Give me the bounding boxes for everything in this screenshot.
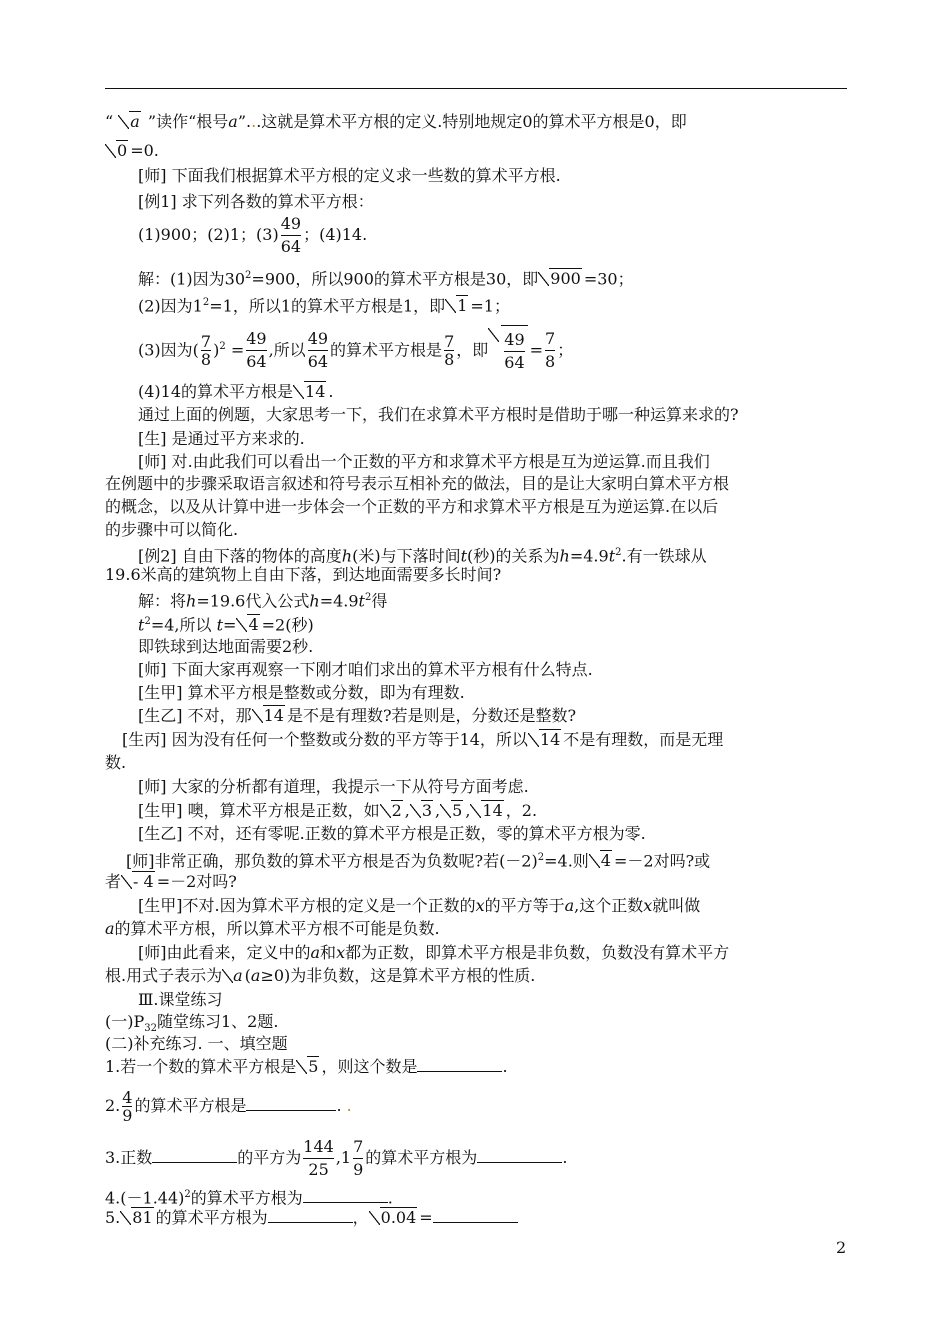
text-line: [例2] 自由下落的物体的高度h(米)与下落时间t(秒)的关系为$h=4.9t^2$.有一铁球从: [138, 546, 707, 566]
text-line: [生甲] 噢，算术平方根是正数，如 2 , 3 , 5 , 14 ，2.: [138, 801, 538, 820]
header-rule: [105, 88, 847, 89]
text-line: [师] 下面我们根据算术平方根的定义求一些数的算术平方根.: [138, 166, 561, 185]
text-line: 者 - 4 =－2对吗?: [105, 872, 237, 891]
text-line: [生甲] 算术平方根是整数或分数，即为有理数.: [138, 683, 465, 702]
answer-blank[interactable]: [246, 1110, 336, 1111]
exercise-item: 1.若一个数的算术平方根是 5 ，则这个数是 .: [105, 1057, 508, 1076]
text-line: [师] 大家的分析都有道理，我提示一下从符号方面考虑.: [138, 777, 529, 796]
text-line: [师]非常正确，那负数的算术平方根是否为负数呢?若$(-2)^2=4$.则 4 =－2对吗?或: [126, 851, 711, 871]
page-number: 2: [836, 1238, 847, 1257]
text-line: 的步骤中可以简化.: [105, 520, 239, 539]
text-line: [师]由此看来，定义中的a和x都为正数，即算术平方根是非负数，负数没有算术平方: [138, 943, 730, 962]
text-line: [生乙] 不对，还有零呢.正数的算术平方根是正数，零的算术平方根为零.: [138, 824, 646, 843]
text-line: 解：将h=19.6代入公式$h=4.9t^2$得: [138, 591, 388, 611]
text-line: 即铁球到达地面需要2秒.: [138, 637, 314, 656]
text-line: 0 =0.: [105, 141, 159, 161]
answer-blank[interactable]: [303, 1202, 388, 1203]
text-line: [师] 下面大家再观察一下刚才咱们求出的算术平方根有什么特点.: [138, 660, 593, 679]
text-line: 的概念，以及从计算中进一步体会一个正数的平方和求算术平方根是互为逆运算.在以后: [105, 497, 719, 516]
answer-blank[interactable]: [152, 1162, 237, 1163]
answer-blank[interactable]: [477, 1162, 562, 1163]
text-line: a的算术平方根，所以算术平方根不可能是负数.: [105, 919, 440, 938]
text-line: [生乙] 不对，那 14 是不是有理数?若是则是，分数还是整数?: [138, 706, 577, 725]
exercise-item: 5. 81 的算术平方根为 ， 0.04 =: [105, 1208, 518, 1228]
exercise-item: $4.(-1.44)^2$的算术平方根为 .: [105, 1188, 393, 1208]
text-line: “ a ”读作“根号a”...这就是算术平方根的定义.特别地规定0的算术平方根是0，即: [105, 112, 687, 131]
text-line: [生] 是通过平方来求的.: [138, 429, 305, 448]
text-line: (一)$P_{32}$随堂练习1、2题.: [105, 1012, 279, 1035]
text-line: (2)因为$1^2=1$，所以1的算术平方根是1，即 1 =1；: [138, 296, 510, 316]
exercise-item: 2. $\frac{4}{9}$ 的算术平方根是 . .: [105, 1088, 352, 1125]
text-line: 根.用式子表示为 a (a≥0)为非负数，这是算术平方根的性质.: [105, 966, 536, 985]
text-line: (1)900；(2)1；(3) $\frac{49}{64}$ ；(4)14.: [138, 214, 368, 256]
text-line: (二)补充练习. 一、填空题: [105, 1034, 288, 1053]
text-line: (4)14的算术平方根是 14 .: [138, 382, 334, 401]
text-line: 19.6米高的建筑物上自由下落，到达地面需要多长时间?: [105, 565, 502, 584]
text-line: 通过上面的例题，大家思考一下，我们在求算术平方根时是借助于哪一种运算来求的?: [138, 405, 739, 424]
answer-blank[interactable]: [268, 1222, 353, 1223]
text-line: [生丙] 因为没有任何一个整数或分数的平方等于14，所以 14 不是有理数，而是无理: [122, 730, 724, 749]
section-heading: Ⅲ.课堂练习: [138, 990, 223, 1009]
answer-blank[interactable]: [417, 1071, 502, 1072]
text-line: $t^2=4$,所以 t= 4 =2(秒): [138, 615, 314, 635]
answer-blank[interactable]: [433, 1222, 518, 1223]
text-line: [师] 对.由此我们可以看出一个正数的平方和求算术平方根是互为逆运算.而且我们: [138, 452, 710, 471]
text-line: [生甲]不对.因为算术平方根的定义是一个正数的x的平方等于a,这个正数x就叫做: [138, 896, 701, 915]
text-line: 数.: [105, 753, 127, 772]
text-line: (3)因为( $\frac{7}{8}$ )$^2$ = $\frac{49}{64}$ ,所以 $\frac{49}{64}$ 的算术平方根是 $\frac{7}{8}$ ，即 $\frac{49}{64}$ = $\frac{7}{8}$ ；: [138, 322, 573, 376]
exercise-item: 3.正数 的平方为 $\frac{144}{25}$ ,1 $\frac{7}{9}$ 的算术平方根为 .: [105, 1137, 568, 1179]
text-line: [例1] 求下列各数的算术平方根：: [138, 192, 374, 211]
text-line: 解：(1)因为$30^2=900$，所以900的算术平方根是30，即 900 =30；: [138, 269, 634, 289]
text-line: 在例题中的步骤采取语言叙述和符号表示互相补充的做法，目的是让大家明白算术平方根: [105, 474, 730, 493]
